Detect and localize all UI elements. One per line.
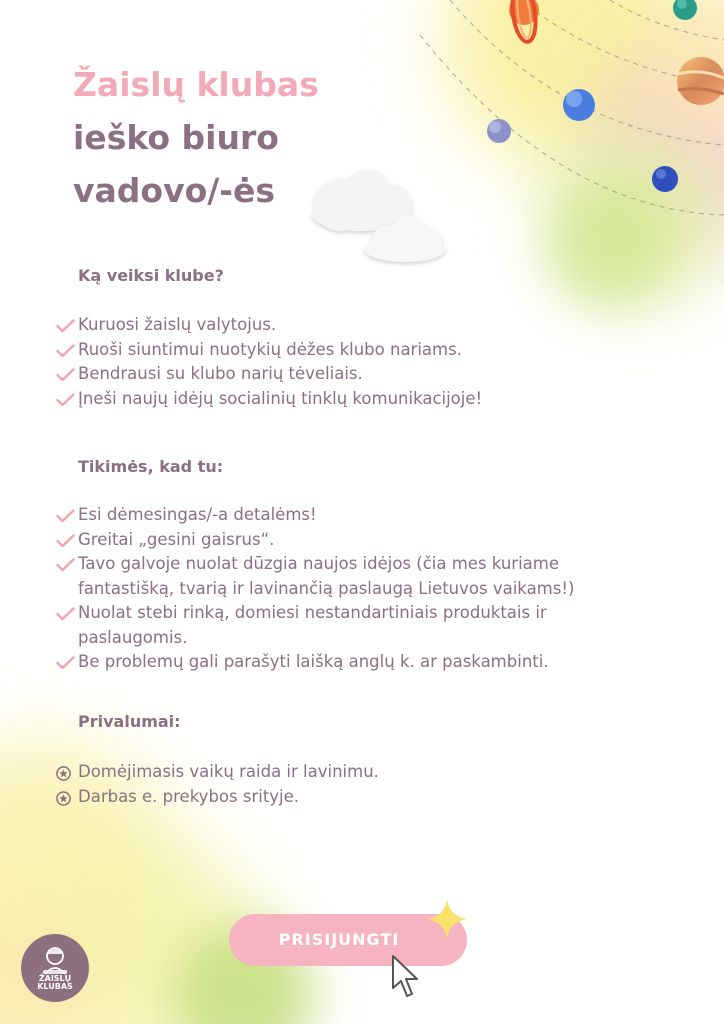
- list-item: [56, 387, 656, 412]
- list-item-text: Tavo galvoje nuolat dūzgia naujos idėjos (čia mes kuriame fantastišką, tvarią ir lavinančią paslaugą Lietuvos vaikams!): [78, 554, 575, 598]
- list-item: [56, 503, 656, 528]
- star-circle-icon: [56, 766, 71, 781]
- logo-text-line-1: ŽAISLŲ: [38, 974, 72, 983]
- cursor-arrow-icon: [390, 954, 420, 1000]
- list-item-text: Be problemų gali parašyti laišką anglų k. ar paskambinti.: [78, 652, 549, 671]
- list-item-text: Greitai „gesini gaisrus“.: [78, 529, 275, 549]
- check-icon: [56, 344, 75, 358]
- list-item: [56, 338, 656, 363]
- list-item: [56, 362, 656, 387]
- list-item: [56, 552, 656, 601]
- list-item: [56, 313, 656, 338]
- kid-figure-icon: [21, 934, 89, 1002]
- expectations-list: [56, 503, 656, 675]
- planet-small-purple: [487, 119, 511, 143]
- section-heading-expectations: Tikimės, kad tu:: [78, 457, 224, 476]
- check-icon: [56, 607, 75, 621]
- list-item: [56, 650, 656, 675]
- check-icon: [56, 558, 75, 572]
- list-item: [56, 785, 656, 810]
- section-heading-perks: Privalumai:: [78, 712, 181, 731]
- planet-navy: [652, 166, 678, 192]
- title-line-2: ieško biuro: [73, 118, 279, 157]
- list-item: [56, 601, 656, 650]
- list-item-text: Esi dėmesingas/-a detalėms!: [78, 505, 317, 524]
- list-item-text: Nuolat stebi rinką, domiesi nestandartiniais produktais ir paslaugomis.: [78, 603, 547, 647]
- list-item-text: Ruoši siuntimui nuotykių dėžes klubo nariams.: [78, 339, 462, 359]
- planet-blue: [563, 89, 595, 121]
- check-icon: [56, 319, 75, 333]
- list-item-text: Kuruosi žaislų valytojus.: [78, 315, 277, 334]
- top-right-gradient-blob: [445, 0, 724, 305]
- logo-text-line-2: KLUBAS: [37, 982, 73, 991]
- duties-list: [56, 313, 656, 411]
- join-button[interactable]: PRISIJUNGTI: [229, 914, 467, 966]
- check-icon: [56, 393, 75, 407]
- star-circle-icon: [56, 791, 71, 806]
- check-icon: [56, 368, 75, 382]
- perks-list: [56, 760, 656, 809]
- list-item-text: Įneši naujų idėjų socialinių tinklų komunikacijoje!: [78, 388, 483, 408]
- list-item-text: Darbas e. prekybos srityje.: [78, 786, 300, 806]
- sparkle-icon: [426, 898, 468, 940]
- title-line-3: vadovo/-ės: [73, 171, 276, 210]
- list-item: [56, 528, 656, 553]
- list-item-text: Domėjimasis vaikų raida ir lavinimu.: [78, 762, 379, 781]
- list-item-text: Bendrausi su klubo narių tėveliais.: [78, 364, 363, 383]
- club-logo: [21, 934, 89, 1002]
- page-title: [73, 58, 319, 217]
- title-line-1: Žaislų klubas: [73, 65, 319, 104]
- check-icon: [56, 509, 75, 523]
- list-item: [56, 760, 656, 785]
- check-icon: [56, 534, 75, 548]
- section-heading-duties: Ką veiksi klube?: [78, 266, 224, 285]
- planet-orange: [677, 57, 724, 105]
- check-icon: [56, 656, 75, 670]
